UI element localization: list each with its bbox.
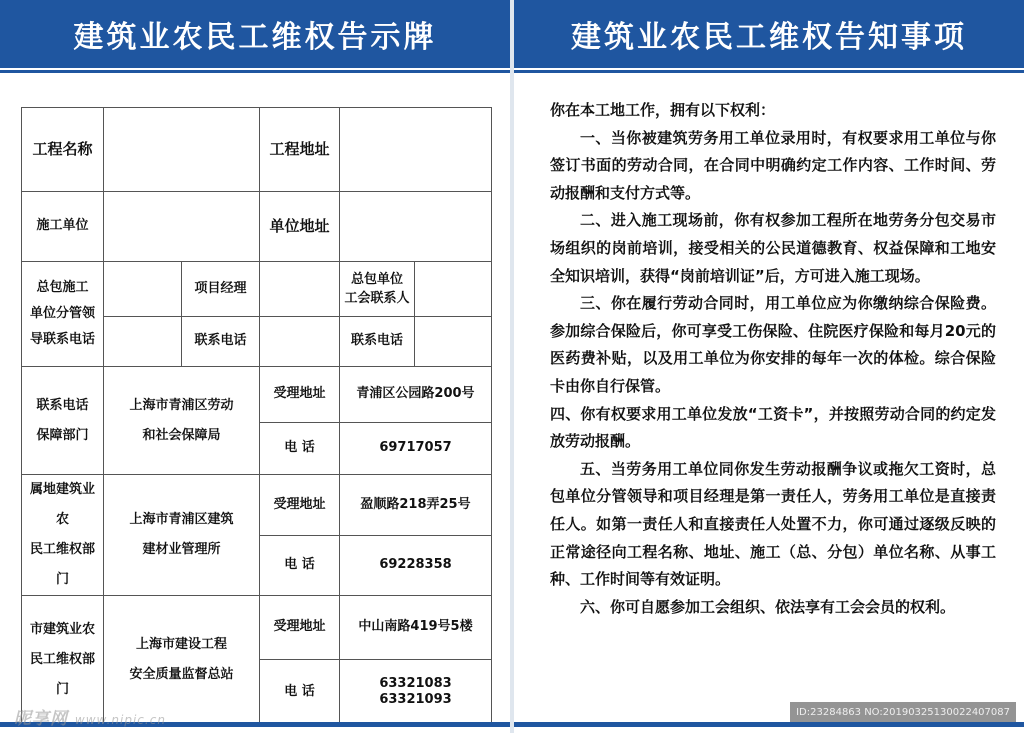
- project-address-label: 工程地址: [260, 108, 340, 192]
- project-name-label: 工程名称: [22, 108, 104, 192]
- city-dept-address: 中山南路419号5楼: [340, 595, 492, 659]
- notice-item-2: 二、进入施工现场前，你有权参加工程所在地劳务分包交易市场组织的岗前培训，接受相关的公民道德教育、权益保障和工地安全知识培训，获得“岗前培训证”后，方可进入施工现场。: [550, 211, 996, 285]
- gc-leader-phone-label: 总包施工 单位分管领 导联系电话: [22, 262, 104, 367]
- notice-item-5: 五、当劳务用工单位同你发生劳动报酬争议或拖欠工资时，总包单位分管领导和项目经理是第一责任人，劳务用工单位是直接责任人。如第一责任人和直接责任人处置不力，你可通过逐级反映的正常途径向工程名称、地址、施工（总、分包）单位名称、从事工种、工作时间等有效证明。: [550, 459, 996, 589]
- gc-leader-name-value: [104, 262, 182, 317]
- city-dept-phone: 63321083 63321093: [340, 659, 492, 725]
- labor-dept-name: 上海市青浦区劳动 和社会保障局: [104, 367, 260, 475]
- union-phone-label: 联系电话: [340, 317, 415, 367]
- footer-divider: [514, 722, 1024, 727]
- union-phone-value: [415, 317, 492, 367]
- local-dept-phone: 69228358: [340, 535, 492, 595]
- local-dept-name: 上海市青浦区建筑 建材业管理所: [104, 475, 260, 596]
- rights-notice-text: [550, 97, 996, 621]
- city-dept-label: 市建筑业农 民工维权部门: [22, 595, 104, 725]
- construction-unit-value: [104, 192, 260, 262]
- labor-dept-address: 青浦区公园路200号: [340, 367, 492, 423]
- city-dept-name: 上海市建设工程 安全质量监督总站: [104, 595, 260, 725]
- notice-item-4: 四、你有权要求用工单位发放“工资卡”，并按照劳动合同的约定发放劳动报酬。: [550, 404, 996, 451]
- project-address-value: [340, 108, 492, 192]
- project-name-value: [104, 108, 260, 192]
- rights-info-table: [21, 107, 492, 726]
- labor-dept-label: 联系电话 保障部门: [22, 367, 104, 475]
- city-dept-address-label: 受理地址: [260, 595, 340, 659]
- notice-item-1: 一、当你被建筑劳务用工单位录用时，有权要求用工单位与你签订书面的劳动合同，在合同中明确约定工作内容、工作时间、劳动报酬和支付方式等。: [550, 128, 996, 202]
- local-dept-address: 盈顺路218弄25号: [340, 475, 492, 536]
- labor-dept-phone: 69717057: [340, 423, 492, 475]
- local-dept-label: 属地建筑业农 民工维权部门: [22, 475, 104, 596]
- notice-item-3: 三、你在履行劳动合同时，用工单位应为你缴纳综合保险费。参加综合保险后，你可享受工伤保险、住院医疗保险和每月20元的医药费补贴，以及用工单位为你安排的每年一次的体检。综合保险卡由你自行保管。: [550, 294, 996, 395]
- project-manager-label: 项目经理: [182, 262, 260, 317]
- unit-address-value: [340, 192, 492, 262]
- right-notice-board: [514, 0, 1024, 733]
- right-panel-title: 建筑业农民工维权告知事项: [514, 0, 1024, 68]
- local-dept-address-label: 受理地址: [260, 475, 340, 536]
- notice-intro: 你在本工地工作，拥有以下权利：: [550, 101, 776, 119]
- header-divider: [514, 70, 1024, 73]
- gc-union-contact-label: 总包单位 工会联系人: [340, 262, 415, 317]
- construction-unit-label: 施工单位: [22, 192, 104, 262]
- local-dept-phone-label: 电 话: [260, 535, 340, 595]
- left-panel-title: 建筑业农民工维权告示牌: [0, 0, 510, 68]
- gc-union-contact-value: [415, 262, 492, 317]
- left-notice-board: [0, 0, 510, 733]
- labor-dept-address-label: 受理地址: [260, 367, 340, 423]
- unit-address-label: 单位地址: [260, 192, 340, 262]
- image-id-strip: ID:23284863 NO:20190325130022407087: [790, 702, 1016, 722]
- labor-dept-phone-label: 电 话: [260, 423, 340, 475]
- gc-leader-phone-value: [104, 317, 182, 367]
- notice-item-6: 六、你可自愿参加工会组织、依法享有工会会员的权利。: [580, 597, 956, 616]
- header-divider: [0, 70, 510, 73]
- city-dept-phone-label: 电 话: [260, 659, 340, 725]
- watermark-logo: 昵享网 www.nipic.cn: [14, 709, 166, 729]
- project-manager-value: [260, 262, 340, 317]
- manager-phone-label: 联系电话: [182, 317, 260, 367]
- manager-phone-value: [260, 317, 340, 367]
